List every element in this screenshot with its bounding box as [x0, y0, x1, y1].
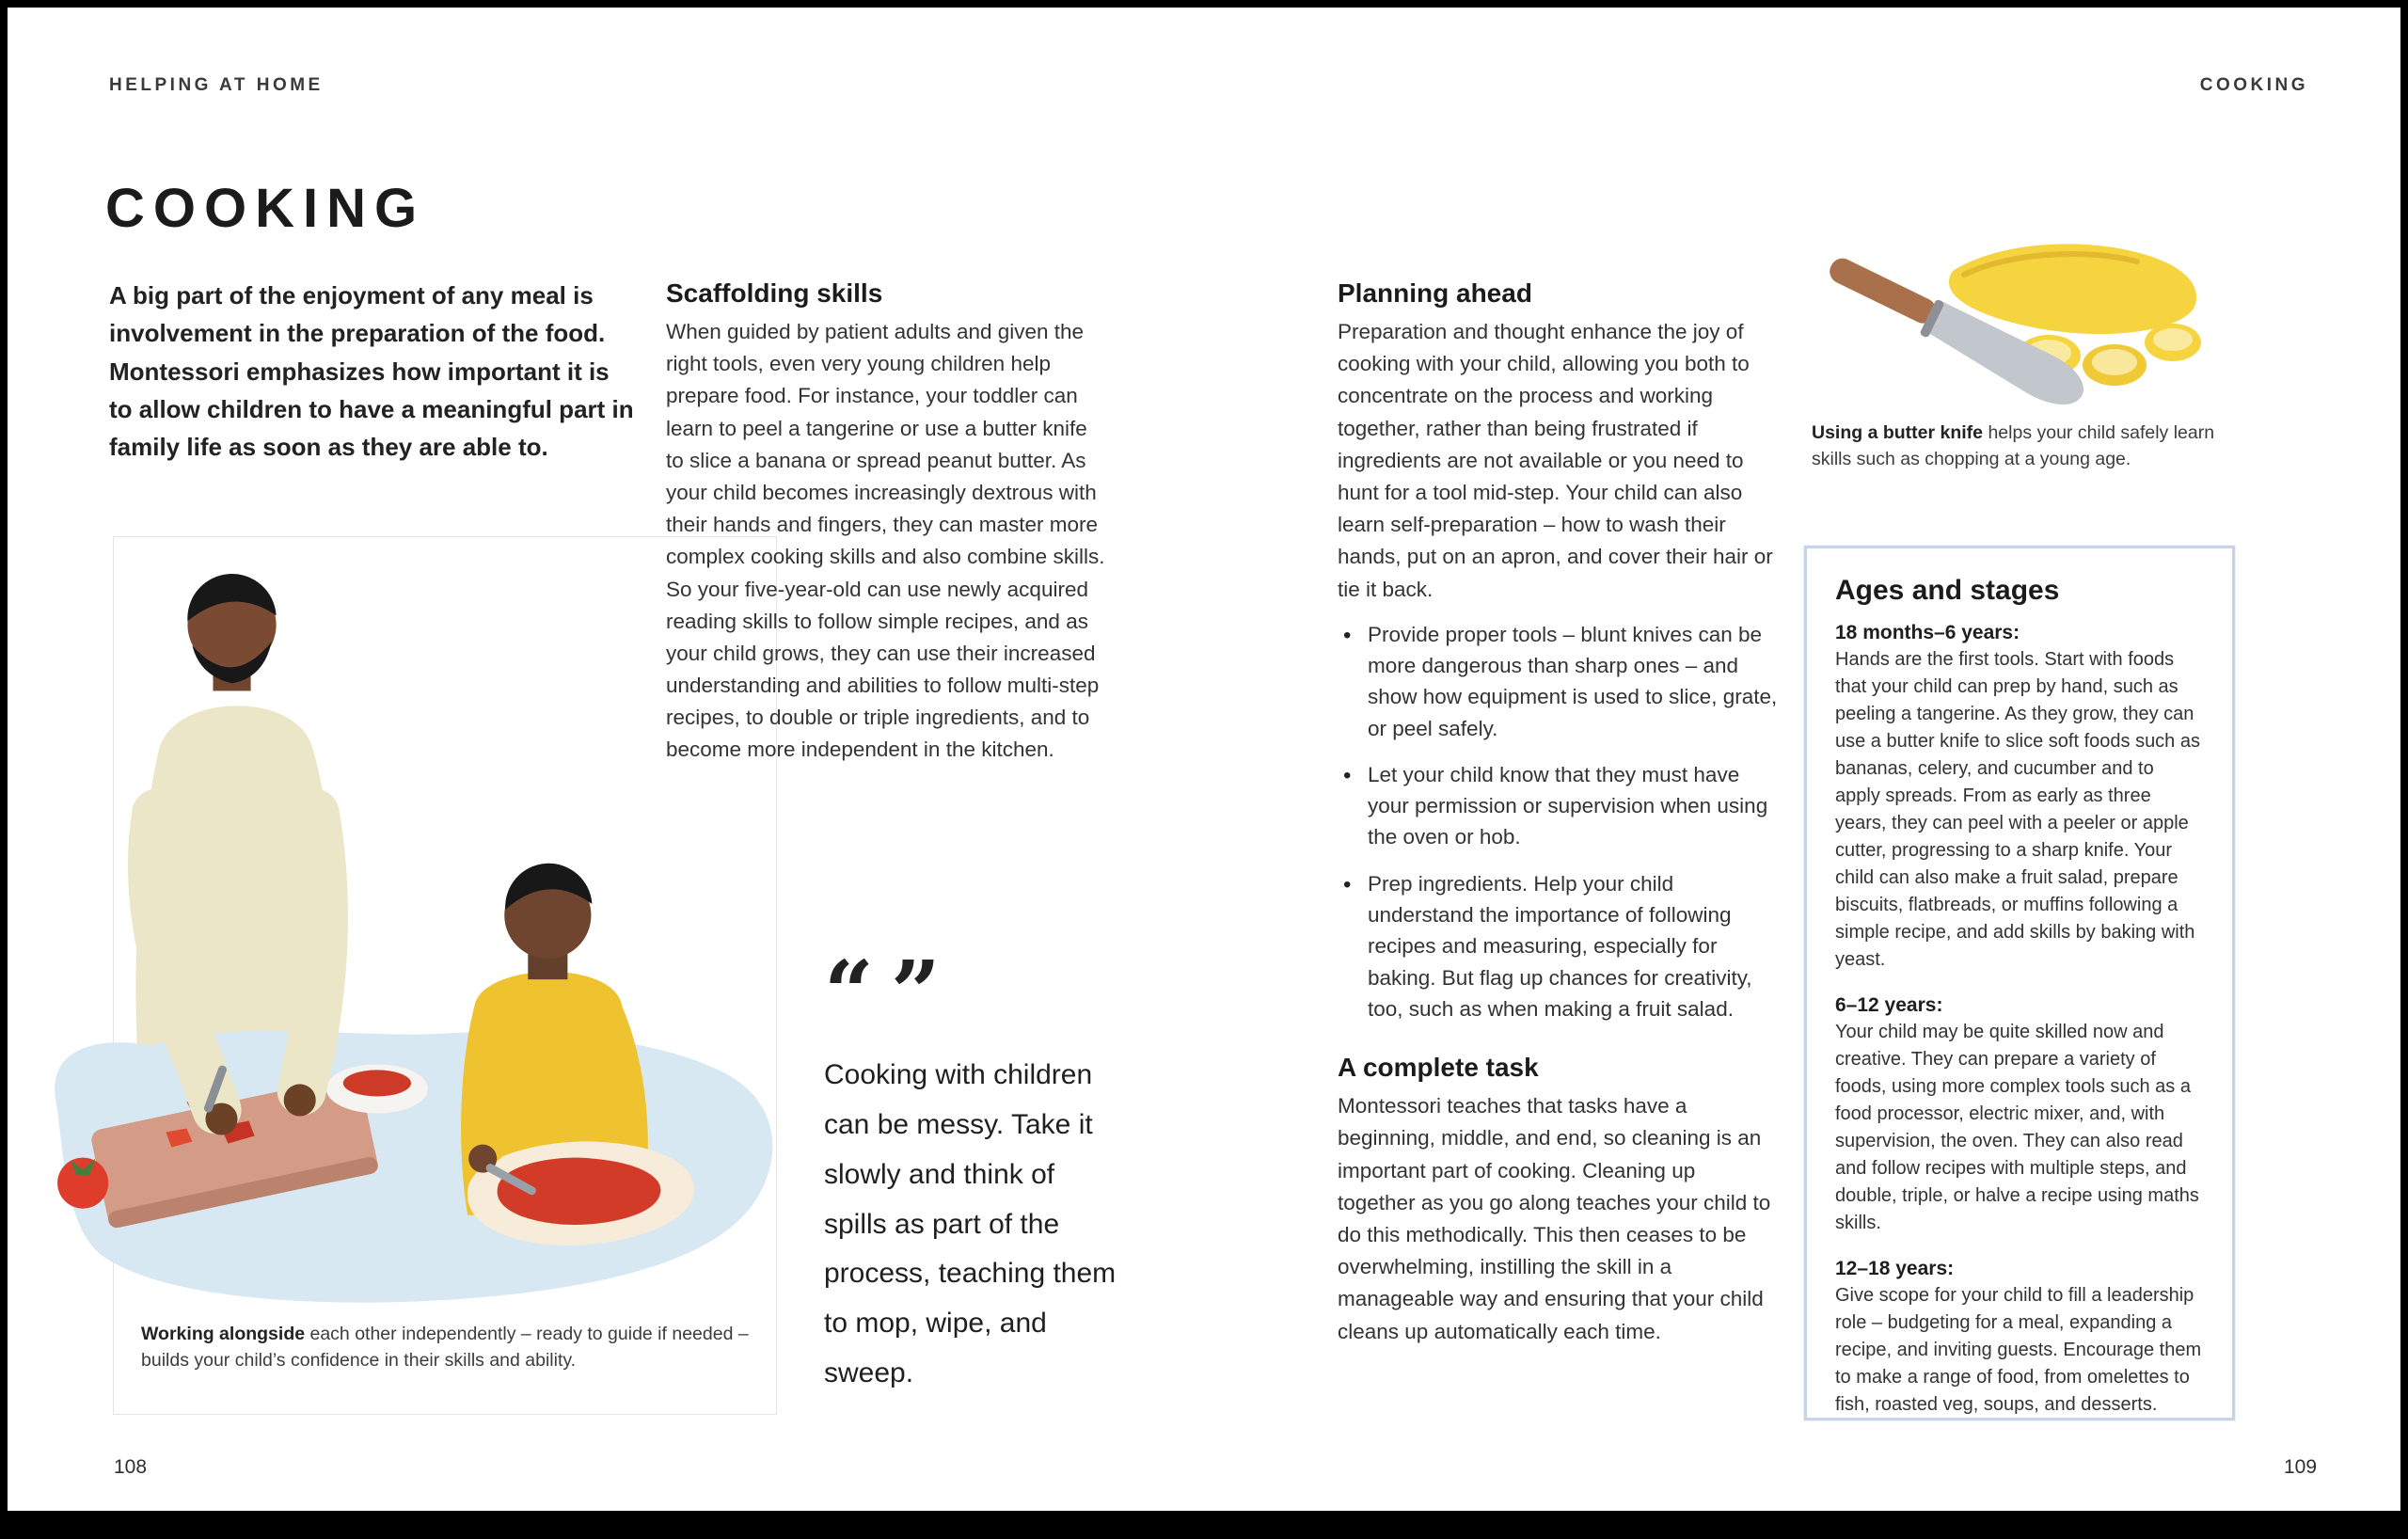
- bullet-item: • Provide proper tools – blunt knives can be more dangerous than sharp ones – and show how equipment is used to slice, grate, or peel safely.: [1338, 619, 1778, 744]
- page-title: COOKING: [105, 178, 426, 239]
- stage-6-12y: [1835, 994, 2204, 1237]
- illustration-caption: [141, 1321, 751, 1374]
- planning-body: Preparation and thought enhance the joy of cooking with your child, allowing you both to concentrate on the process and working together, rather than being frustrated if ingredients are not available or you need to hunt for a tool mid-step. Your child can also learn self-preparation – how to wash their hands, put on an apron, and cover their hair or tie it back.: [1338, 320, 1773, 601]
- stage-18m-6y: [1835, 622, 2204, 974]
- stage-12-18y: [1835, 1258, 2204, 1419]
- scaffolding-body: When guided by patient adults and given the right tools, even very young children help prepare food. For instance, your toddler can learn to peel a tangerine or use a butter knife to slice a banana or spread peanut butter. As your child becomes increasingly dextrous with their hands and fingers, they can master more complex cooking skills and also combine skills. So your five-year-old can use newly acquired reading skills to follow simple recipes, and as your child grows, they can use their increased understanding and abilities to follow multi-step recipes, to double or triple ingredients, and to become more independent in the kitchen.: [666, 320, 1105, 762]
- stage-text: Hands are the first tools. Start with foods that your child can prep by hand, such as peeling a tangerine. As they grow, they can use a butter knife to slice soft foods such as bananas, celery, and cucumber and to apply spreads. From as early as three years, they can peel with a peeler or apple cutter, progressing to a sharp knife. Your child can also make a fruit salad, prepare biscuits, flatbreads, or muffins following a simple recipe, and add skills by baking with yeast.: [1835, 649, 2200, 970]
- quote-marks-icon: “”: [824, 942, 958, 1043]
- quote-text: Cooking with children can be messy. Take it slowly and think of spills as part of the process, teaching them to mop, wipe, and sweep.: [824, 1059, 1117, 1388]
- stage-label: 12–18 years:: [1835, 1258, 1955, 1279]
- bullet-item: • Prep ingredients. Help your child understand the importance of following recipes and measuring, especially for baking. But flag up chances for creativity, too, such as when making a fruit salad.: [1338, 868, 1778, 1024]
- stage-label: 18 months–6 years:: [1835, 622, 2020, 643]
- knife-caption: [1812, 420, 2222, 473]
- planning-bullets: [1338, 619, 1778, 1025]
- stage-text: Your child may be quite skilled now and creative. They can prepare a variety of foods, using more complex tools such as a food processor, electric mixer, and, with supervision, the oven. They can also read and follow recipes with multiple steps, and double, triple, or halve a recipe using maths skills.: [1835, 1022, 2199, 1233]
- knife-caption-rest: helps your child safely learn skills such as chopping at a young age.: [1812, 422, 2215, 470]
- scaffolding-heading: Scaffolding skills: [666, 278, 883, 308]
- running-head-right: COOKING: [2199, 75, 2308, 95]
- intro-paragraph: A big part of the enjoyment of any meal is involvement in the preparation of the food. Montessori emphasizes how important it is to allow children to have a meaningful part in family life as soon as they are able to.: [109, 281, 634, 462]
- caption-lead: Working alongside: [141, 1324, 306, 1344]
- caption-rest: each other independently – ready to guide if needed – builds your child’s confidence in their skills and ability.: [141, 1324, 749, 1372]
- butter-knife-illustration: [1812, 231, 2207, 412]
- book-spread: [8, 8, 2400, 1511]
- stage-label: 6–12 years:: [1835, 994, 1943, 1016]
- running-head-left: HELPING AT HOME: [109, 75, 324, 95]
- complete-task-heading: A complete task: [1338, 1053, 1539, 1083]
- ages-and-stages-box: [1804, 546, 2235, 1420]
- stage-text: Give scope for your child to fill a leadership role – budgeting for a meal, expanding a recipe, and inviting guests. Encourage them to make a range of food, from omelettes to fish, roasted veg, soups, and desserts.: [1835, 1285, 2202, 1415]
- ages-heading: Ages and stages: [1835, 575, 2060, 606]
- page-number-right: 109: [2284, 1456, 2318, 1478]
- complete-task-body: Montessori teaches that tasks have a beginning, middle, and end, so cleaning is an important part of cooking. Cleaning up together as you go along teaches your child to do this methodically. This then ceases to be overwhelming, instilling the skill in a manageable way and ensuring that your child cleans up automatically each time.: [1338, 1094, 1771, 1343]
- bullet-item: • Let your child know that they must have your permission or supervision when using the oven or hob.: [1338, 759, 1778, 853]
- planning-heading: Planning ahead: [1338, 278, 1532, 308]
- planning-column: [1338, 278, 1778, 1348]
- page-number-left: 108: [114, 1456, 148, 1478]
- scaffolding-column: [666, 278, 1106, 767]
- pull-quote: [824, 942, 1117, 1399]
- knife-caption-lead: Using a butter knife: [1812, 422, 1984, 443]
